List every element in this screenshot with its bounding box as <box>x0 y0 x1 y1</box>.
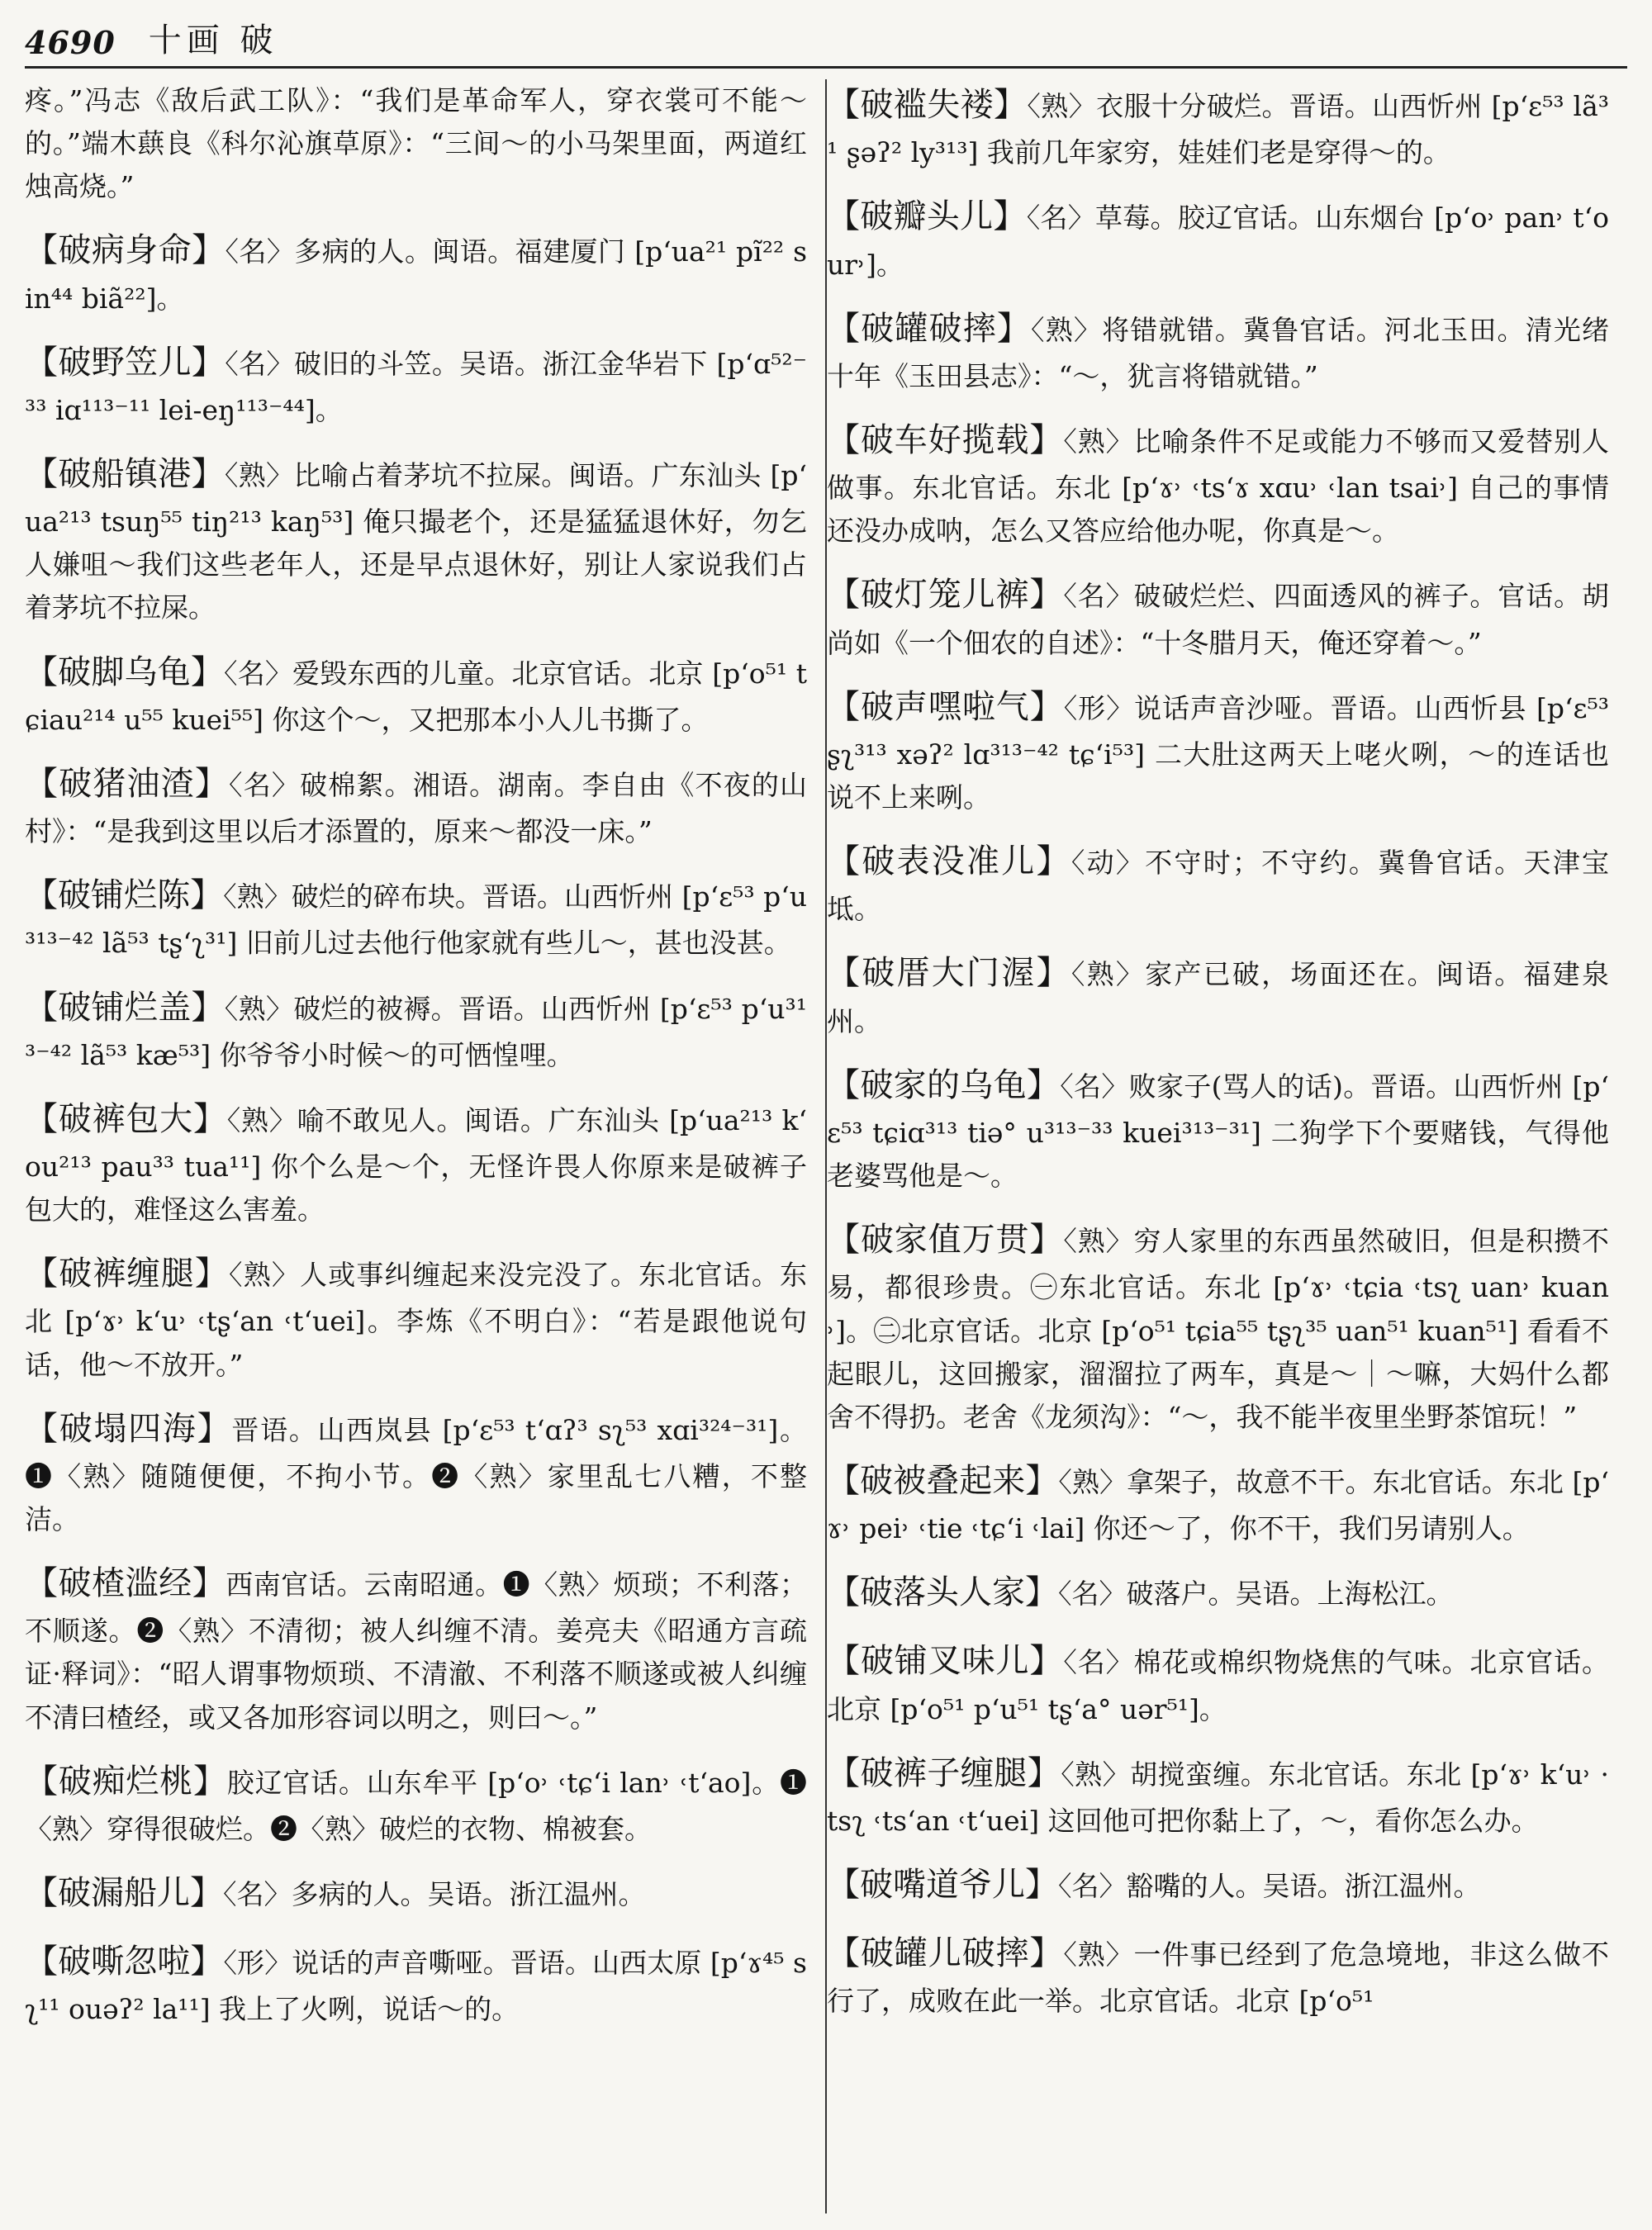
entry-definition: 晋语。山西岚县 [pʻɛ⁵³ tʻɑʔ³ sʅ⁵³ xɑi³²⁴⁻³¹]。❶〈熟〉随随便便，不拘小节。❷〈熟〉家里乱七八糟，不整洁。 <box>25 1413 808 1535</box>
entry-headword: 【破裤包大】 <box>25 1099 227 1138</box>
entry-definition: 〈熟〉比喻占着茅坑不拉屎。闽语。广东汕头 [pʻua²¹³ tsuŋ⁵⁵ tiŋ²¹³ kaŋ⁵³] 俺只撮老个，还是猛猛退休好，勿乞人嫌咀～我们这些老年人，还是早点退休好，别让人家说我们占着茅坑不拉屎。 <box>25 459 808 624</box>
entry-headword: 【破瓣头儿】 <box>827 197 1027 236</box>
dictionary-entry <box>827 303 1609 398</box>
dictionary-entry <box>25 1756 807 1851</box>
entry-definition: 疼。”冯志《敌后武工队》：“我们是革命军人，穿衣裳可不能～的。”端木蕻良《科尔沁旗草原》：“三间～的小马架里面，两道红烛高烧。” <box>25 84 807 203</box>
entry-definition: 〈名〉破旧的斗笠。吴语。浙江金华岩下 [pʻɑ⁵²⁻³³ iɑ¹¹³⁻¹¹ lei-eŋ¹¹³⁻⁴⁴]。 <box>25 347 808 426</box>
entry-headword: 【破表没准儿】 <box>827 842 1071 881</box>
dictionary-entry <box>827 415 1609 553</box>
entry-headword: 【破猪油渣】 <box>25 764 230 803</box>
entry-definition: 〈名〉豁嘴的人。吴语。浙江温州。 <box>1058 1870 1481 1902</box>
entry-definition: 胶辽官话。山东牟平 [pʻo˒ ˓tɕʻi lan˒ ˓tʻao]。❶〈熟〉穿得很破烂。❷〈熟〉破烂的衣物、棉被套。 <box>25 1766 808 1845</box>
entry-definition: 〈名〉破破烂烂、四面透风的裤子。官话。胡尚如《一个佃农的自述》：“十冬腊月天，俺还穿着～。” <box>827 580 1610 659</box>
dictionary-entry <box>25 1867 807 1919</box>
entry-headword: 【破漏船儿】 <box>25 1874 223 1912</box>
dictionary-entry <box>25 337 807 432</box>
entry-headword: 【破裤缠腿】 <box>25 1255 230 1293</box>
entry-headword: 【破铺烂盖】 <box>25 988 225 1027</box>
dictionary-entry <box>827 1214 1609 1439</box>
dictionary-entry <box>25 225 807 320</box>
entry-definition: 〈形〉说话的声音嘶哑。晋语。山西太原 [pʻɤ⁴⁵ sʅ¹¹ ouəʔ² la¹¹] 我上了火咧，说话～的。 <box>25 1947 807 2026</box>
entry-headword: 【破被叠起来】 <box>827 1461 1059 1500</box>
entry-definition: 〈名〉破落户。吴语。上海松江。 <box>1058 1578 1454 1611</box>
dictionary-entry <box>827 1859 1609 1911</box>
dictionary-entry <box>827 1748 1609 1843</box>
entry-definition: 〈熟〉衣服十分破烂。晋语。山西忻州 [pʻɛ⁵³ lã³¹ ʂəʔ² ly³¹³] 我前几年家穷，娃娃们老是穿得～的。 <box>827 90 1609 169</box>
columns <box>25 79 1627 2213</box>
right-column <box>827 79 1627 2213</box>
entry-headword: 【破嘶忽啦】 <box>25 1943 224 1981</box>
dictionary-entry <box>25 982 807 1077</box>
entry-headword: 【破楂滥经】 <box>25 1564 226 1603</box>
entry-definition: 〈熟〉破烂的碎布块。晋语。山西忻州 [pʻɛ⁵³ pʻu³¹³⁻⁴² lã⁵³ tʂʻʅ³¹] 旧前儿过去他行他家就有些儿～，甚也没甚。 <box>25 880 808 960</box>
header-rule <box>25 66 1627 69</box>
entry-definition: 〈名〉多病的人。闽语。福建厦门 [pʻua²¹ pĩ²² sin⁴⁴ biã²²]。 <box>25 235 808 315</box>
page-number: 4690 <box>25 24 116 61</box>
dictionary-entry <box>25 1248 807 1386</box>
dictionary-entry <box>25 870 807 965</box>
entry-headword: 【破病身命】 <box>25 231 225 270</box>
entry-headword: 【破嘴道爷儿】 <box>827 1866 1058 1904</box>
dictionary-entry <box>25 1094 807 1231</box>
dictionary-entry <box>827 191 1609 286</box>
entry-headword: 【破车好揽载】 <box>827 420 1064 459</box>
entry-definition: 〈熟〉家产已破，场面还在。闽语。福建泉州。 <box>827 958 1610 1037</box>
dictionary-entry <box>827 1060 1609 1198</box>
dictionary-entry <box>827 1928 1609 2023</box>
dictionary-entry <box>827 1455 1609 1550</box>
entry-headword: 【破裤子缠腿】 <box>827 1753 1061 1792</box>
dictionary-entry <box>827 1567 1609 1619</box>
dictionary-entry <box>827 681 1609 819</box>
entry-headword: 【破落头人家】 <box>827 1573 1058 1612</box>
section-title: 十画 破 <box>148 21 278 59</box>
entry-definition: 〈动〉不守时；不守约。冀鲁官话。天津宝坻。 <box>827 847 1610 926</box>
left-column <box>25 79 825 2213</box>
entry-headword: 【破脚乌龟】 <box>25 652 225 691</box>
entry-definition: 〈名〉草莓。胶辽官话。山东烟台 [pʻo˒ pan˒ tʻour˒]。 <box>827 202 1609 281</box>
entry-headword: 【破家的乌龟】 <box>827 1065 1061 1104</box>
dictionary-entry <box>827 569 1609 664</box>
entry-definition: 〈名〉败家子(骂人的话)。晋语。山西忻州 [pʻɛ⁵³ tɕiɑ³¹³ tiə° u³¹³⁻³³ kuei³¹³⁻³¹] 二狗学下个要赌钱，气得他老婆骂他是～。 <box>827 1070 1610 1193</box>
dictionary-entry <box>827 947 1609 1042</box>
dictionary-entry <box>827 1635 1609 1730</box>
dictionary-entry <box>25 1558 807 1739</box>
entry-definition: 西南官话。云南昭通。❶〈熟〉烦琐；不利落；不顺遂。❷〈熟〉不清彻；被人纠缠不清。姜亮夫《昭通方言疏证·释词》：“昭人谓事物烦琐、不清澈、不利落不顺遂或被人纠缠不清曰楂经，或又各加形容词以明之，则曰～。” <box>25 1568 808 1734</box>
dictionary-entry <box>25 1403 807 1541</box>
dictionary-entry <box>25 1936 807 2031</box>
entry-definition: 〈熟〉胡搅蛮缠。东北官话。东北 [pʻɤ˒ kʻu˒ ·tsʅ ˓tsʻan ˓tʻuei] 这回他可把你黏上了，～，看你怎么办。 <box>827 1758 1609 1837</box>
entry-definition: 〈熟〉拿架子，故意不干。东北官话。东北 [pʻɤ˒ pei˒ ˓tie ˓tɕʻi ˓lai] 你还～了，你不干，我们另请别人。 <box>827 1465 1610 1545</box>
dictionary-entry <box>827 836 1609 931</box>
entry-headword: 【破船镇港】 <box>25 455 225 493</box>
page-header <box>25 15 1627 61</box>
entry-headword: 【破声嘿啦气】 <box>827 687 1064 726</box>
entry-definition: 〈名〉爱毁东西的儿童。北京官话。北京 [pʻo⁵¹ tɕiau²¹⁴ u⁵⁵ kuei⁵⁵] 你这个～，又把那本小人儿书撕了。 <box>25 657 807 736</box>
entry-definition: 〈名〉多病的人。吴语。浙江温州。 <box>223 1878 646 1910</box>
entry-definition: 〈形〉说话声音沙哑。晋语。山西忻县 [pʻɛ⁵³ ʂʅ³¹³ xəʔ² lɑ³¹³⁻⁴² tɕʻi⁵³] 二大肚这两天上咾火咧，～的连话也说不上来咧。 <box>827 691 1609 814</box>
dictionary-entry <box>25 758 807 853</box>
entry-headword: 【破罐破摔】 <box>827 309 1032 348</box>
dictionary-entry <box>827 79 1609 174</box>
entry-definition: 〈熟〉破烂的被褥。晋语。山西忻州 [pʻɛ⁵³ pʻu³¹³⁻⁴² lã⁵³ kæ⁵³] 你爷爷小时候～的可恓惶哩。 <box>25 992 808 1071</box>
entry-definition: 〈熟〉穷人家里的东西虽然破旧，但是积攒不易，都很珍贵。㊀东北官话。东北 [pʻɤ˒ ˓tɕia ˓tsʅ uan˒ kuan˒]。㊁北京官话。北京 [pʻo⁵¹ tɕia⁵⁵ tʂʅ³⁵ uan⁵¹ kuan⁵¹] 看看不起眼儿，这回搬家，溜溜拉了两车，真是～｜～嘛，大妈什么都舍不得扔。老舍《龙须沟》：“～，我不能半夜里坐野茶馆玩！” <box>827 1225 1610 1433</box>
entry-headword: 【破铺烂陈】 <box>25 876 224 915</box>
entry-headword: 【破褴失褛】 <box>827 86 1028 124</box>
entry-definition: 〈熟〉将错就错。冀鲁官话。河北玉田。清光绪十年《玉田县志》：“～，犹言将错就错。” <box>827 313 1610 392</box>
entry-definition: 〈熟〉喻不敢见人。闽语。广东汕头 [pʻua²¹³ kʻou²¹³ pau³³ tua¹¹] 你个么是～个，无怪许畏人你原来是破裤子包大的，难怪这么害羞。 <box>25 1103 807 1226</box>
dictionary-entry <box>25 448 807 630</box>
entry-headword: 【破灯笼儿裤】 <box>827 576 1064 614</box>
entry-definition: 〈熟〉一件事已经到了危急境地，非这么做不行了，成败在此一举。北京官话。北京 [pʻo⁵¹ <box>827 1938 1610 2018</box>
entry-definition: 〈名〉破棉絮。湘语。湖南。李自由《不夜的山村》：“是我到这里以后才添置的，原来～都没一床。” <box>25 768 808 848</box>
entry-headword: 【破野笠儿】 <box>25 343 225 382</box>
entry-headword: 【破家值万贯】 <box>827 1221 1064 1260</box>
dictionary-entry <box>25 647 807 742</box>
entry-definition: 〈名〉棉花或棉织物烧焦的气味。北京官话。北京 [pʻo⁵¹ pʻu⁵¹ tʂʻa° uər⁵¹]。 <box>827 1646 1610 1725</box>
entry-headword: 【破痴烂桃】 <box>25 1762 227 1801</box>
entry-definition: 〈熟〉比喻条件不足或能力不够而又爱替别人做事。东北官话。东北 [pʻɤ˒ ˓tsʻɤ xɑu˒ ˓lan tsai˒] 自己的事情还没办成呐，怎么又答应给他办呢，你真是～。 <box>827 425 1610 548</box>
entry-headword: 【破罐儿破摔】 <box>827 1934 1064 1973</box>
entry-definition: 〈熟〉人或事纠缠起来没完没了。东北官话。东北 [pʻɤ˒ kʻu˒ ˓tʂʻan ˓tʻuei]。李炼《不明白》：“若是跟他说句话，他～不放开。” <box>25 1259 808 1381</box>
entry-headword: 【破厝大门渥】 <box>827 954 1071 993</box>
entry-headword: 【破塌四海】 <box>25 1409 232 1448</box>
entry-headword: 【破铺叉味儿】 <box>827 1642 1064 1681</box>
dictionary-entry <box>25 79 807 208</box>
